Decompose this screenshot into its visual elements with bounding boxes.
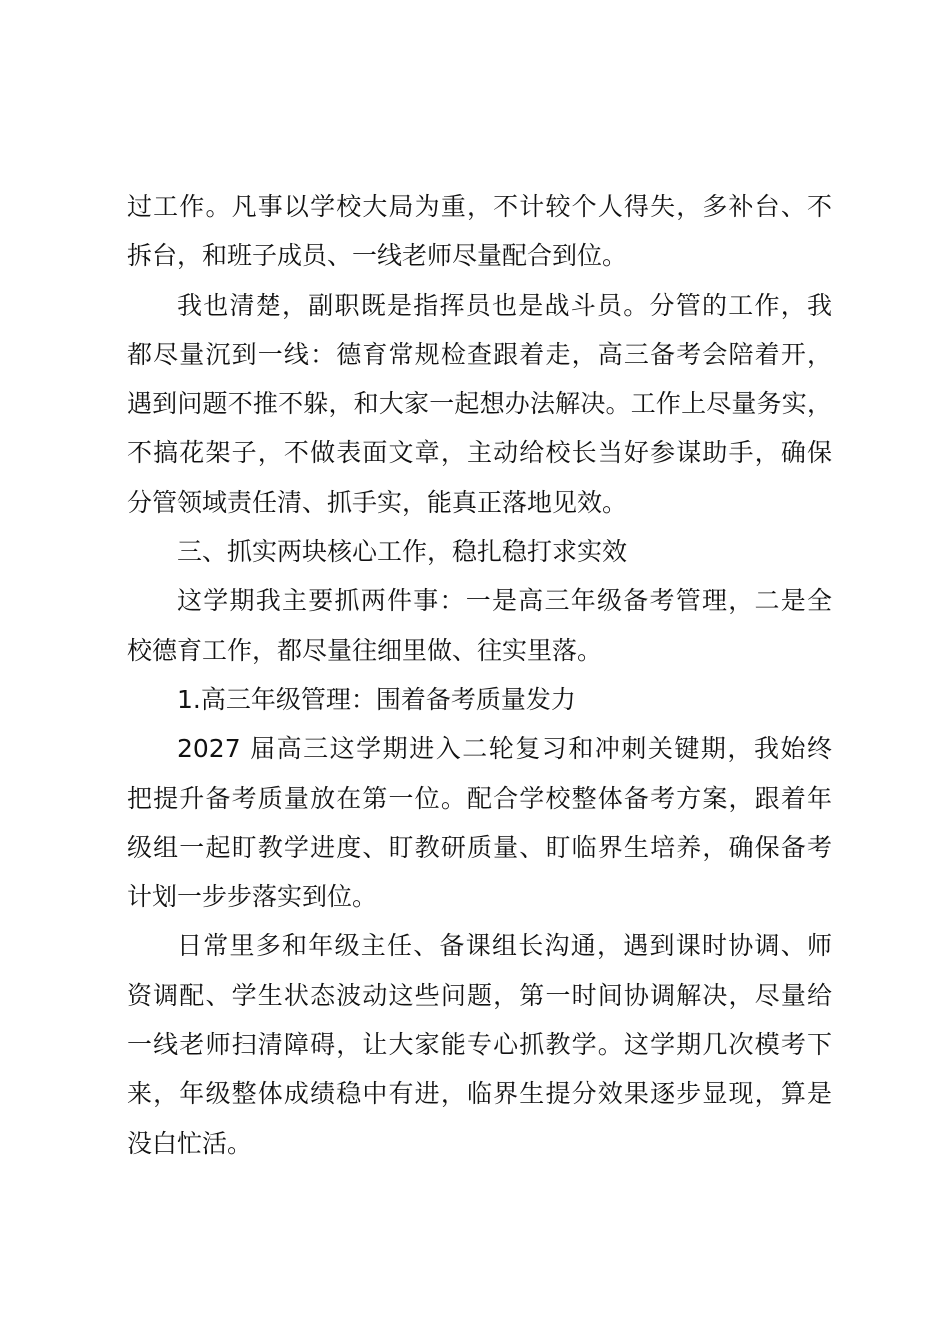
body-line: 校德育工作，都尽量往细里做、往实里落。: [127, 635, 603, 665]
body-line: 分管领域责任清、抓手实，能真正落地见效。: [127, 487, 628, 517]
body-line: 不搞花架子，不做表面文章，主动给校长当好参谋助手，确保: [127, 438, 832, 468]
body-line: 把提升备考质量放在第一位。配合学校整体备考方案，跟着年: [127, 783, 832, 813]
subsection-heading: 1.高三年级管理：围着备考质量发力: [177, 684, 576, 714]
paragraph-first-line: 日常里多和年级主任、备课组长沟通，遇到课时协调、师: [177, 931, 832, 961]
body-line: 都尽量沉到一线：德育常规检查跟着走，高三备考会陪着开，: [127, 339, 832, 369]
body-line: 过工作。凡事以学校大局为重，不计较个人得失，多补台、不: [127, 192, 832, 221]
body-line: 级组一起盯教学进度、盯教研质量、盯临界生培养，确保备考: [127, 832, 832, 862]
body-line: 一线老师扫清障碍，让大家能专心抓教学。这学期几次模考下: [127, 1030, 832, 1060]
body-line: 遇到问题不推不躲，和大家一起想办法解决。工作上尽量务实，: [127, 389, 832, 419]
body-line: 拆台，和班子成员、一线老师尽量配合到位。: [127, 241, 628, 271]
paragraph-first-line: 我也清楚，副职既是指挥员也是战斗员。分管的工作，我: [177, 290, 832, 320]
section-heading: 三、抓实两块核心工作，稳扎稳打求实效: [177, 537, 628, 567]
body-line: 来，年级整体成绩稳中有进，临界生提分效果逐步显现，算是: [127, 1079, 832, 1109]
paragraph-first-line: 这学期我主要抓两件事：一是高三年级备考管理，二是全: [177, 586, 832, 616]
body-line: 计划一步步落实到位。: [127, 882, 378, 912]
body-line: 资调配、学生状态波动这些问题，第一时间协调解决，尽量给: [127, 980, 832, 1010]
body-line: 没白忙活。: [127, 1128, 253, 1158]
document-body: [127, 182, 832, 1168]
paragraph-first-line: 2027 届高三这学期进入二轮复习和冲刺关键期，我始终: [177, 734, 832, 764]
